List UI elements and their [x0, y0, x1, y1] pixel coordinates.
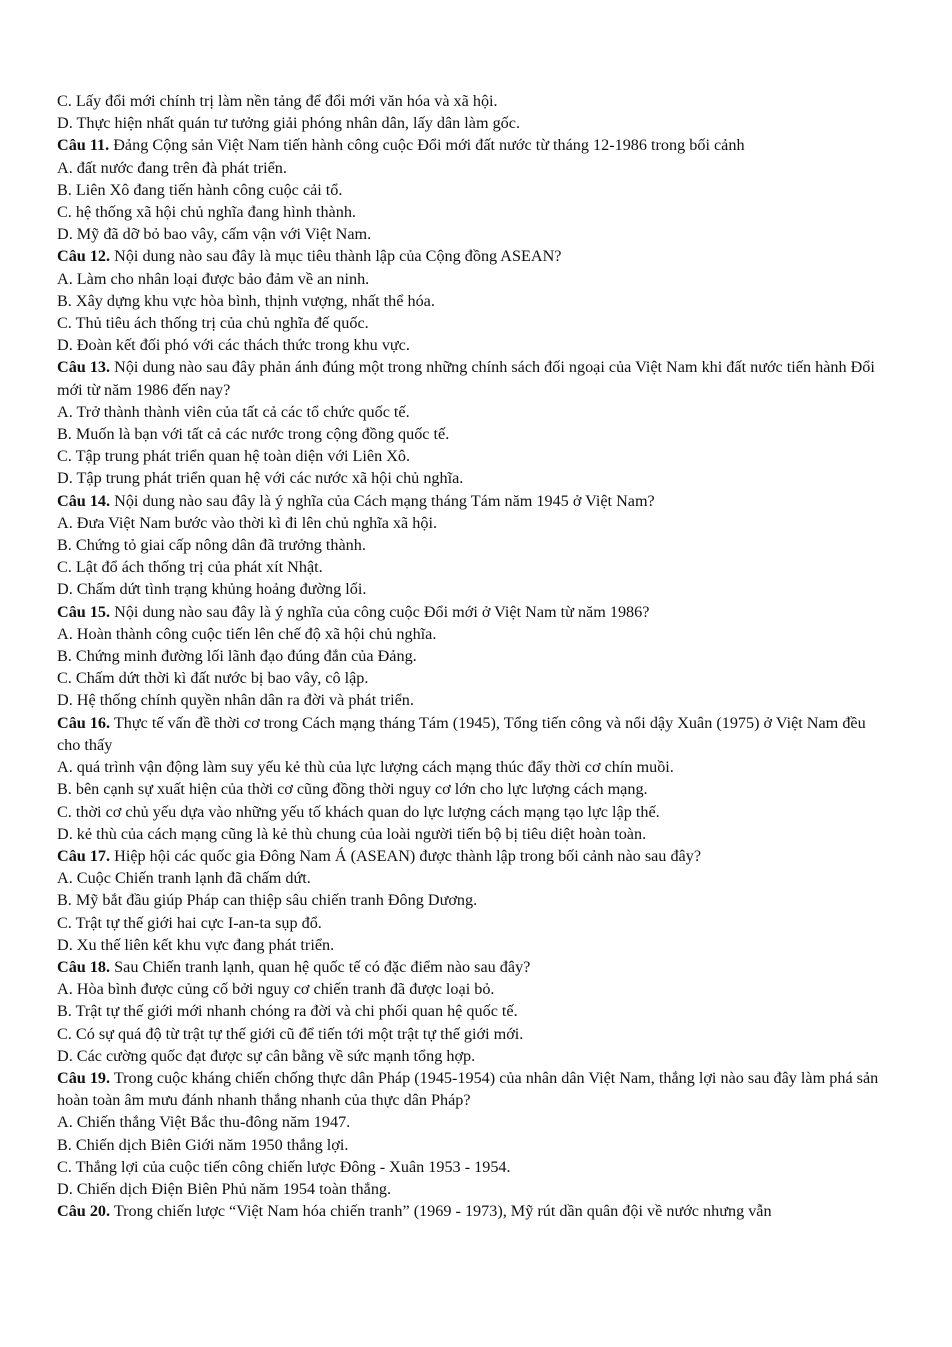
question-stem: [57, 245, 887, 267]
answer-option: B. Xây dựng khu vực hòa bình, thịnh vượng, nhất thể hóa.: [57, 291, 435, 310]
answer-option: C. hệ thống xã hội chủ nghĩa đang hình thành.: [57, 203, 356, 222]
question-number: Câu 11.: [57, 136, 110, 155]
question-number: Câu 17.: [57, 846, 111, 865]
answer-option: D. Chấm dứt tình trạng khủng hoảng đường lối.: [57, 580, 367, 599]
answer-option: B. bên cạnh sự xuất hiện của thời cơ cũng đồng thời nguy cơ lớn cho lực lượng cách mạng.: [57, 780, 648, 799]
question-block: [57, 712, 887, 845]
question-number: Câu 12.: [57, 247, 111, 266]
question-text: Trong cuộc kháng chiến chống thực dân Pháp (1945-1954) của nhân dân Việt Nam, thắng lợi nào sau đây làm phá sản hoàn toàn âm mưu đánh nhanh thắng nhanh của thực dân Pháp?: [57, 1068, 879, 1110]
question-block: [57, 845, 887, 956]
answer-option: C. Chấm dứt thời kì đất nước bị bao vây, cô lập.: [57, 669, 369, 688]
question-stem: [57, 601, 887, 623]
answer-option: C. Tập trung phát triển quan hệ toàn diện với Liên Xô.: [57, 447, 411, 466]
question-stem: [57, 956, 887, 978]
answer-option: D. Tập trung phát triển quan hệ với các nước xã hội chủ nghĩa.: [57, 469, 464, 488]
answer-option: C. thời cơ chủ yếu dựa vào những yếu tố khách quan do lực lượng cách mạng tạo lực lập thế.: [57, 802, 660, 821]
question-block: [57, 134, 887, 245]
question-number: Câu 14.: [57, 491, 111, 510]
answer-option: A. Trở thành thành viên của tất cả các tổ chức quốc tế.: [57, 402, 410, 421]
question-stem: [57, 1067, 887, 1111]
prefix-line: D. Thực hiện nhất quán tư tưởng giải phóng nhân dân, lấy dân làm gốc.: [57, 114, 521, 133]
question-stem: [57, 1200, 887, 1222]
answer-option: C. Có sự quá độ từ trật tự thế giới cũ để tiến tới một trật tự thế giới mới.: [57, 1024, 524, 1043]
answer-option: B. Chứng minh đường lối lãnh đạo đúng đắn của Đảng.: [57, 647, 417, 666]
question-block: [57, 245, 887, 356]
answer-option: B. Muốn là bạn với tất cả các nước trong cộng đồng quốc tế.: [57, 425, 450, 444]
question-number: Câu 19.: [57, 1068, 111, 1087]
answer-option: B. Trật tự thế giới mới nhanh chóng ra đời và chi phối quan hệ quốc tế.: [57, 1002, 518, 1021]
question-stem: [57, 134, 887, 156]
answer-option: C. Thủ tiêu ách thống trị của chủ nghĩa đế quốc.: [57, 314, 369, 333]
question-block: [57, 1067, 887, 1200]
answer-option: C. Thắng lợi của cuộc tiến công chiến lược Đông - Xuân 1953 - 1954.: [57, 1157, 511, 1176]
answer-option: A. Cuộc Chiến tranh lạnh đã chấm dứt.: [57, 869, 311, 888]
answer-option: A. quá trình vận động làm suy yếu kẻ thù của lực lượng cách mạng thúc đẩy thời cơ chín muồi.: [57, 758, 674, 777]
question-block: [57, 356, 887, 489]
answer-option: B. Chứng tỏ giai cấp nông dân đã trưởng thành.: [57, 536, 366, 555]
answer-option: D. Đoàn kết đối phó với các thách thức trong khu vực.: [57, 336, 410, 355]
question-list: [57, 134, 887, 1222]
question-stem: [57, 490, 887, 512]
document-page: [57, 90, 887, 1222]
answer-option: D. Xu thế liên kết khu vực đang phát triển.: [57, 935, 335, 954]
answer-option: B. Mỹ bắt đầu giúp Pháp can thiệp sâu chiến tranh Đông Dương.: [57, 891, 478, 910]
question-text: Đảng Cộng sản Việt Nam tiến hành công cuộc Đổi mới đất nước từ tháng 12-1986 trong bối cảnh: [113, 136, 745, 155]
question-block: [57, 601, 887, 712]
question-text: Trong chiến lược “Việt Nam hóa chiến tranh” (1969 - 1973), Mỹ rút dần quân đội về nước nhưng vẫn: [113, 1202, 772, 1221]
question-text: Nội dung nào sau đây là ý nghĩa của Cách mạng tháng Tám năm 1945 ở Việt Nam?: [114, 491, 655, 510]
answer-option: A. Đưa Việt Nam bước vào thời kì đi lên chủ nghĩa xã hội.: [57, 513, 438, 532]
question-text: Nội dung nào sau đây là mục tiêu thành lập của Cộng đồng ASEAN?: [114, 247, 562, 266]
answer-option: A. Làm cho nhân loại được bảo đảm về an ninh.: [57, 269, 370, 288]
answer-option: B. Liên Xô đang tiến hành công cuộc cải tổ.: [57, 180, 343, 199]
question-stem: [57, 356, 887, 400]
prefix-line: C. Lấy đổi mới chính trị làm nền tảng để đổi mới văn hóa và xã hội.: [57, 92, 498, 110]
question-number: Câu 18.: [57, 957, 111, 976]
question-stem: [57, 845, 887, 867]
question-number: Câu 15.: [57, 602, 111, 621]
answer-option: D. Hệ thống chính quyền nhân dân ra đời và phát triển.: [57, 691, 414, 710]
answer-option: A. Chiến thắng Việt Bắc thu-đông năm 1947.: [57, 1113, 351, 1132]
answer-option: D. Mỹ đã dỡ bỏ bao vây, cấm vận với Việt Nam.: [57, 225, 372, 244]
question-text: Nội dung nào sau đây là ý nghĩa của công cuộc Đổi mới ở Việt Nam từ năm 1986?: [114, 602, 650, 621]
question-text: Sau Chiến tranh lạnh, quan hệ quốc tế có đặc điểm nào sau đây?: [114, 957, 531, 976]
question-text: Hiệp hội các quốc gia Đông Nam Á (ASEAN) được thành lập trong bối cảnh nào sau đây?: [114, 846, 702, 865]
question-number: Câu 20.: [57, 1202, 111, 1221]
question-block: [57, 956, 887, 1067]
question-text: Nội dung nào sau đây phản ánh đúng một trong những chính sách đối ngoại của Việt Nam khi đất nước tiến hành Đổi mới từ năm 1986 đến nay?: [57, 358, 875, 399]
answer-option: C. Lật đổ ách thống trị của phát xít Nhật.: [57, 558, 323, 577]
question-stem: [57, 712, 887, 756]
answer-option: B. Chiến dịch Biên Giới năm 1950 thắng lợi.: [57, 1135, 349, 1154]
answer-option: D. Chiến dịch Điện Biên Phủ năm 1954 toàn thắng.: [57, 1179, 392, 1198]
answer-option: D. Các cường quốc đạt được sự cân bằng về sức mạnh tổng hợp.: [57, 1046, 476, 1065]
question-number: Câu 13.: [57, 358, 111, 377]
answer-option: A. Hòa bình được củng cố bởi nguy cơ chiến tranh đã được loại bỏ.: [57, 980, 495, 999]
answer-option: A. đất nước đang trên đà phát triển.: [57, 158, 287, 177]
question-number: Câu 16.: [57, 713, 111, 732]
question-block: [57, 1200, 887, 1222]
answer-option: A. Hoàn thành công cuộc tiến lên chế độ xã hội chủ nghĩa.: [57, 624, 437, 643]
answer-option: D. kẻ thù của cách mạng cũng là kẻ thù chung của loài người tiến bộ bị tiêu diệt hoàn toàn.: [57, 824, 647, 843]
question-text: Thực tế vấn đề thời cơ trong Cách mạng tháng Tám (1945), Tổng tiến công và nổi dậy Xuân (1975) ở Việt Nam đều cho thấy: [57, 713, 866, 754]
answer-option: C. Trật tự thế giới hai cực I-an-ta sụp đổ.: [57, 913, 322, 932]
question-block: [57, 490, 887, 601]
